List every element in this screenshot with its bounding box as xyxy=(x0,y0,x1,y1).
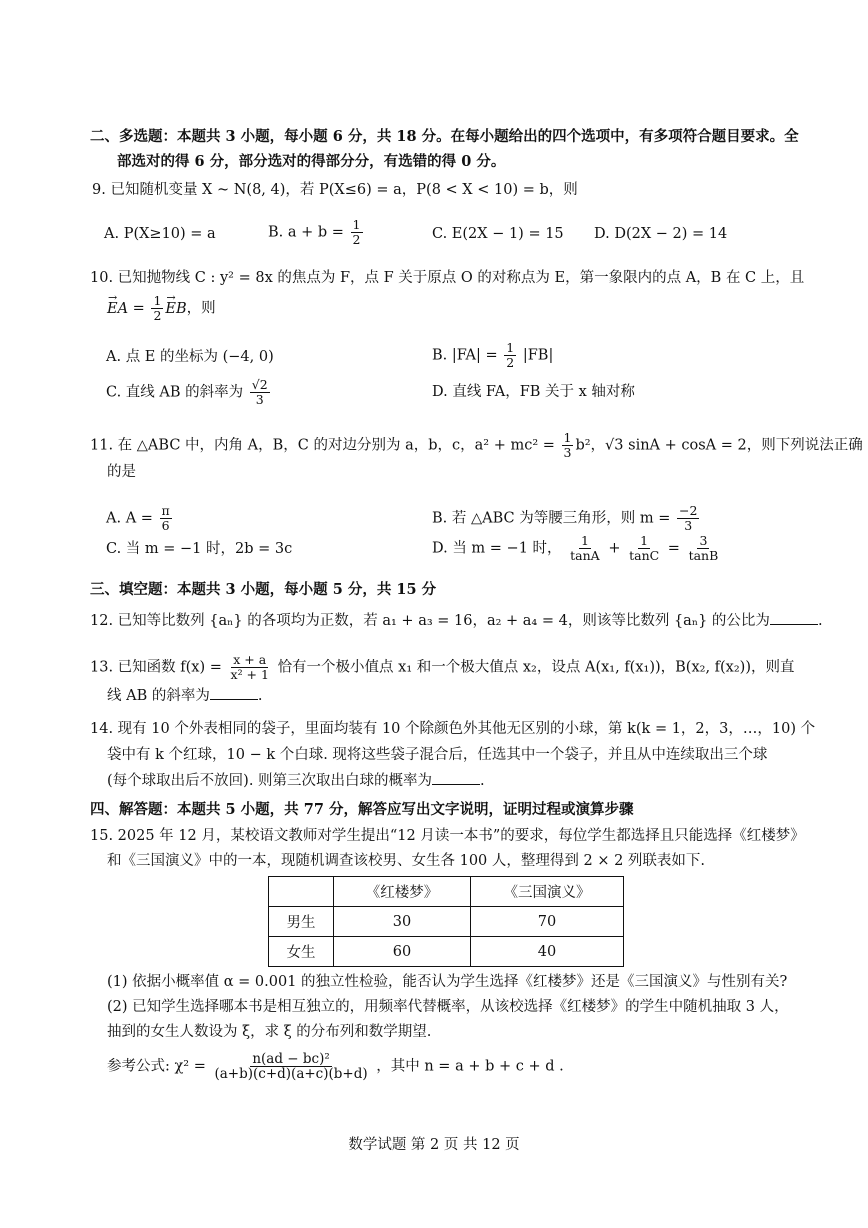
section-heading-multiple-choice-cont: 部选对的得 6 分，部分选对的得部分分，有选错的得 0 分。 xyxy=(117,153,506,170)
table-cell: 30 xyxy=(334,907,471,937)
question-11-stem: 11. 在 △ABC 中，内角 A，B，C 的对边分别为 a，b，c，a² + mc² = $\frac{1}{3}$ b²，√3 sinA + cosA = 2，则下列说法正确 xyxy=(90,430,863,460)
question-10-option-d: D. 直线 FA，FB 关于 x 轴对称 xyxy=(432,384,635,400)
fraction: $\frac{1}{2}$ xyxy=(506,340,515,370)
question-10-option-a: A. 点 E 的坐标为 (−4, 0) xyxy=(106,349,274,365)
table-cell: 60 xyxy=(334,937,471,967)
question-11-option-b: B. 若 △ABC 为等腰三角形，则 m = $\frac{-2}{3}$ xyxy=(432,503,698,533)
question-15-part-2-line2: 抽到的女生人数设为 ξ，求 ξ 的分布列和数学期望. xyxy=(107,1024,432,1040)
fraction: $\frac{\pi}{6}$ xyxy=(161,503,170,533)
table-row xyxy=(269,937,624,967)
page-footer: 数学试题 第 2 页 共 12 页 xyxy=(348,1137,520,1153)
fraction: $\frac{1}{3}$ xyxy=(563,430,572,460)
question-11-stem-cont: 的是 xyxy=(107,464,136,480)
question-13-line1: 13. 已知函数 f(x) = $\frac{x + a}{\text{x² + 1}}$ 恰有一个极小值点 x₁ 和一个极大值点 x₂，设点 A(x₁, f(x₁))，B(x₂, f(x₂))，则直 xyxy=(90,652,795,682)
answer-blank xyxy=(432,770,480,785)
fraction: $\frac{1}{\tan A}$ xyxy=(570,533,600,563)
fraction: $\frac{\text{n(ad − bc)²}}{(a+b)(c+d)(a+c)(b+d)}$ xyxy=(214,1051,368,1082)
section-heading-fill-in: 三、填空题：本题共 3 小题，每小题 5 分，共 15 分 xyxy=(90,581,437,598)
question-10-option-b: B. |FA| = $\frac{1}{2}$ |FB| xyxy=(432,340,554,370)
question-15-line2: 和《三国演义》中的一本，现随机调查该校男、女生各 100 人，整理得到 2 × 2 列联表如下. xyxy=(107,853,706,869)
question-12: 12. 已知等比数列 {aₙ} 的各项均为正数，若 a₁ + a₃ = 16，a₂ + a₄ = 4，则该等比数列 {aₙ} 的公比为 . xyxy=(90,610,823,631)
question-9-option-d: D. D(2X − 2) = 14 xyxy=(594,226,728,242)
fraction: $\frac{1}{\tan C}$ xyxy=(629,533,660,563)
contingency-table xyxy=(268,876,624,967)
question-15-part-2-line1: (2) 已知学生选择哪本书是相互独立的，用频率代替概率，从该校选择《红楼梦》的学生中随机抽取 3 人， xyxy=(107,999,789,1015)
question-11-option-a: A. A = $\frac{\pi}{6}$ xyxy=(106,503,170,533)
table-cell: 女生 xyxy=(269,937,334,967)
table-header-row xyxy=(269,877,624,907)
answer-blank xyxy=(770,610,818,625)
section-heading-solutions: 四、解答题：本题共 5 小题，共 77 分，解答应写出文字说明，证明过程或演算步骤 xyxy=(90,801,634,818)
fraction: $\frac{1}{2}$ xyxy=(352,217,361,247)
question-14-line1: 14. 现有 10 个外表相同的袋子，里面均装有 10 个除颜色外其他无区别的小球，第 k(k = 1，2，3，…，10) 个 xyxy=(90,721,816,737)
reference-formula: 参考公式: χ² = $\frac{\text{n(ad − bc)²}}{(a+b)(c+d)(a+c)(b+d)}$ ，其中 n = a + b + c + d . xyxy=(107,1051,564,1082)
section-heading-multiple-choice: 二、多选题：本题共 3 小题，每小题 6 分，共 18 分。在每小题给出的四个选项中，有多项符合题目要求。全 xyxy=(90,128,799,145)
question-14-line2: 袋中有 k 个红球，10 − k 个白球. 现将这些袋子混合后，任选其中一个袋子，并且从中连续取出三个球 xyxy=(107,747,768,763)
table-cell: 40 xyxy=(471,937,624,967)
fraction: $\frac{-2}{3}$ xyxy=(678,503,698,533)
question-15-line1: 15. 2025 年 12 月，某校语文教师对学生提出“12 月读一本书”的要求，每位学生都选择且只能选择《红楼梦》 xyxy=(90,828,805,844)
fraction: $\frac{1}{2}$ xyxy=(153,293,162,323)
table-row xyxy=(269,907,624,937)
question-14-line3: (每个球取出后不放回). 则第三次取出白球的概率为 . xyxy=(107,770,485,791)
question-11-option-d: D. 当 m = −1 时， $\frac{1}{\tan A}$ + $\frac{1}{\tan C}$ = $\frac{3}{\tan B}$ xyxy=(432,533,719,563)
question-10-stem: 10. 已知抛物线 C : y² = 8x 的焦点为 F，点 F 关于原点 O 的对称点为 E，第一象限内的点 A，B 在 C 上，且 xyxy=(90,270,805,286)
table-header-cell xyxy=(269,877,334,907)
question-9-option-c: C. E(2X − 1) = 15 xyxy=(432,226,564,242)
question-11-option-c: C. 当 m = −1 时，2b = 3c xyxy=(106,541,293,557)
answer-blank xyxy=(210,685,258,700)
fraction: $\frac{x + a}{\text{x² + 1}}$ xyxy=(230,652,269,682)
question-9-option-b: B. a + b = $\frac{1}{2}$ xyxy=(268,217,361,247)
question-10-condition: → EA = $\frac{1}{2}$ → EB，则 xyxy=(107,294,216,323)
question-15-part-1: (1) 依据小概率值 α = 0.001 的独立性检验，能否认为学生选择《红楼梦》还是《三国演义》与性别有关? xyxy=(107,974,788,990)
fraction: $\frac{√2}{3}$ xyxy=(251,377,268,407)
table-cell: 70 xyxy=(471,907,624,937)
table-header-cell: 《红楼梦》 xyxy=(334,877,471,907)
table-cell: 男生 xyxy=(269,907,334,937)
question-9-option-a: A. P(X≥10) = a xyxy=(104,226,216,242)
question-10-option-c: C. 直线 AB 的斜率为 $\frac{√2}{3}$ xyxy=(106,377,268,407)
question-9-stem: 9. 已知随机变量 X ~ N(8, 4)，若 P(X≤6) = a，P(8 < X < 10) = b，则 xyxy=(92,182,578,198)
table-header-cell: 《三国演义》 xyxy=(471,877,624,907)
question-13-line2: 线 AB 的斜率为 . xyxy=(107,685,262,706)
fraction: $\frac{3}{\tan B}$ xyxy=(688,533,719,563)
